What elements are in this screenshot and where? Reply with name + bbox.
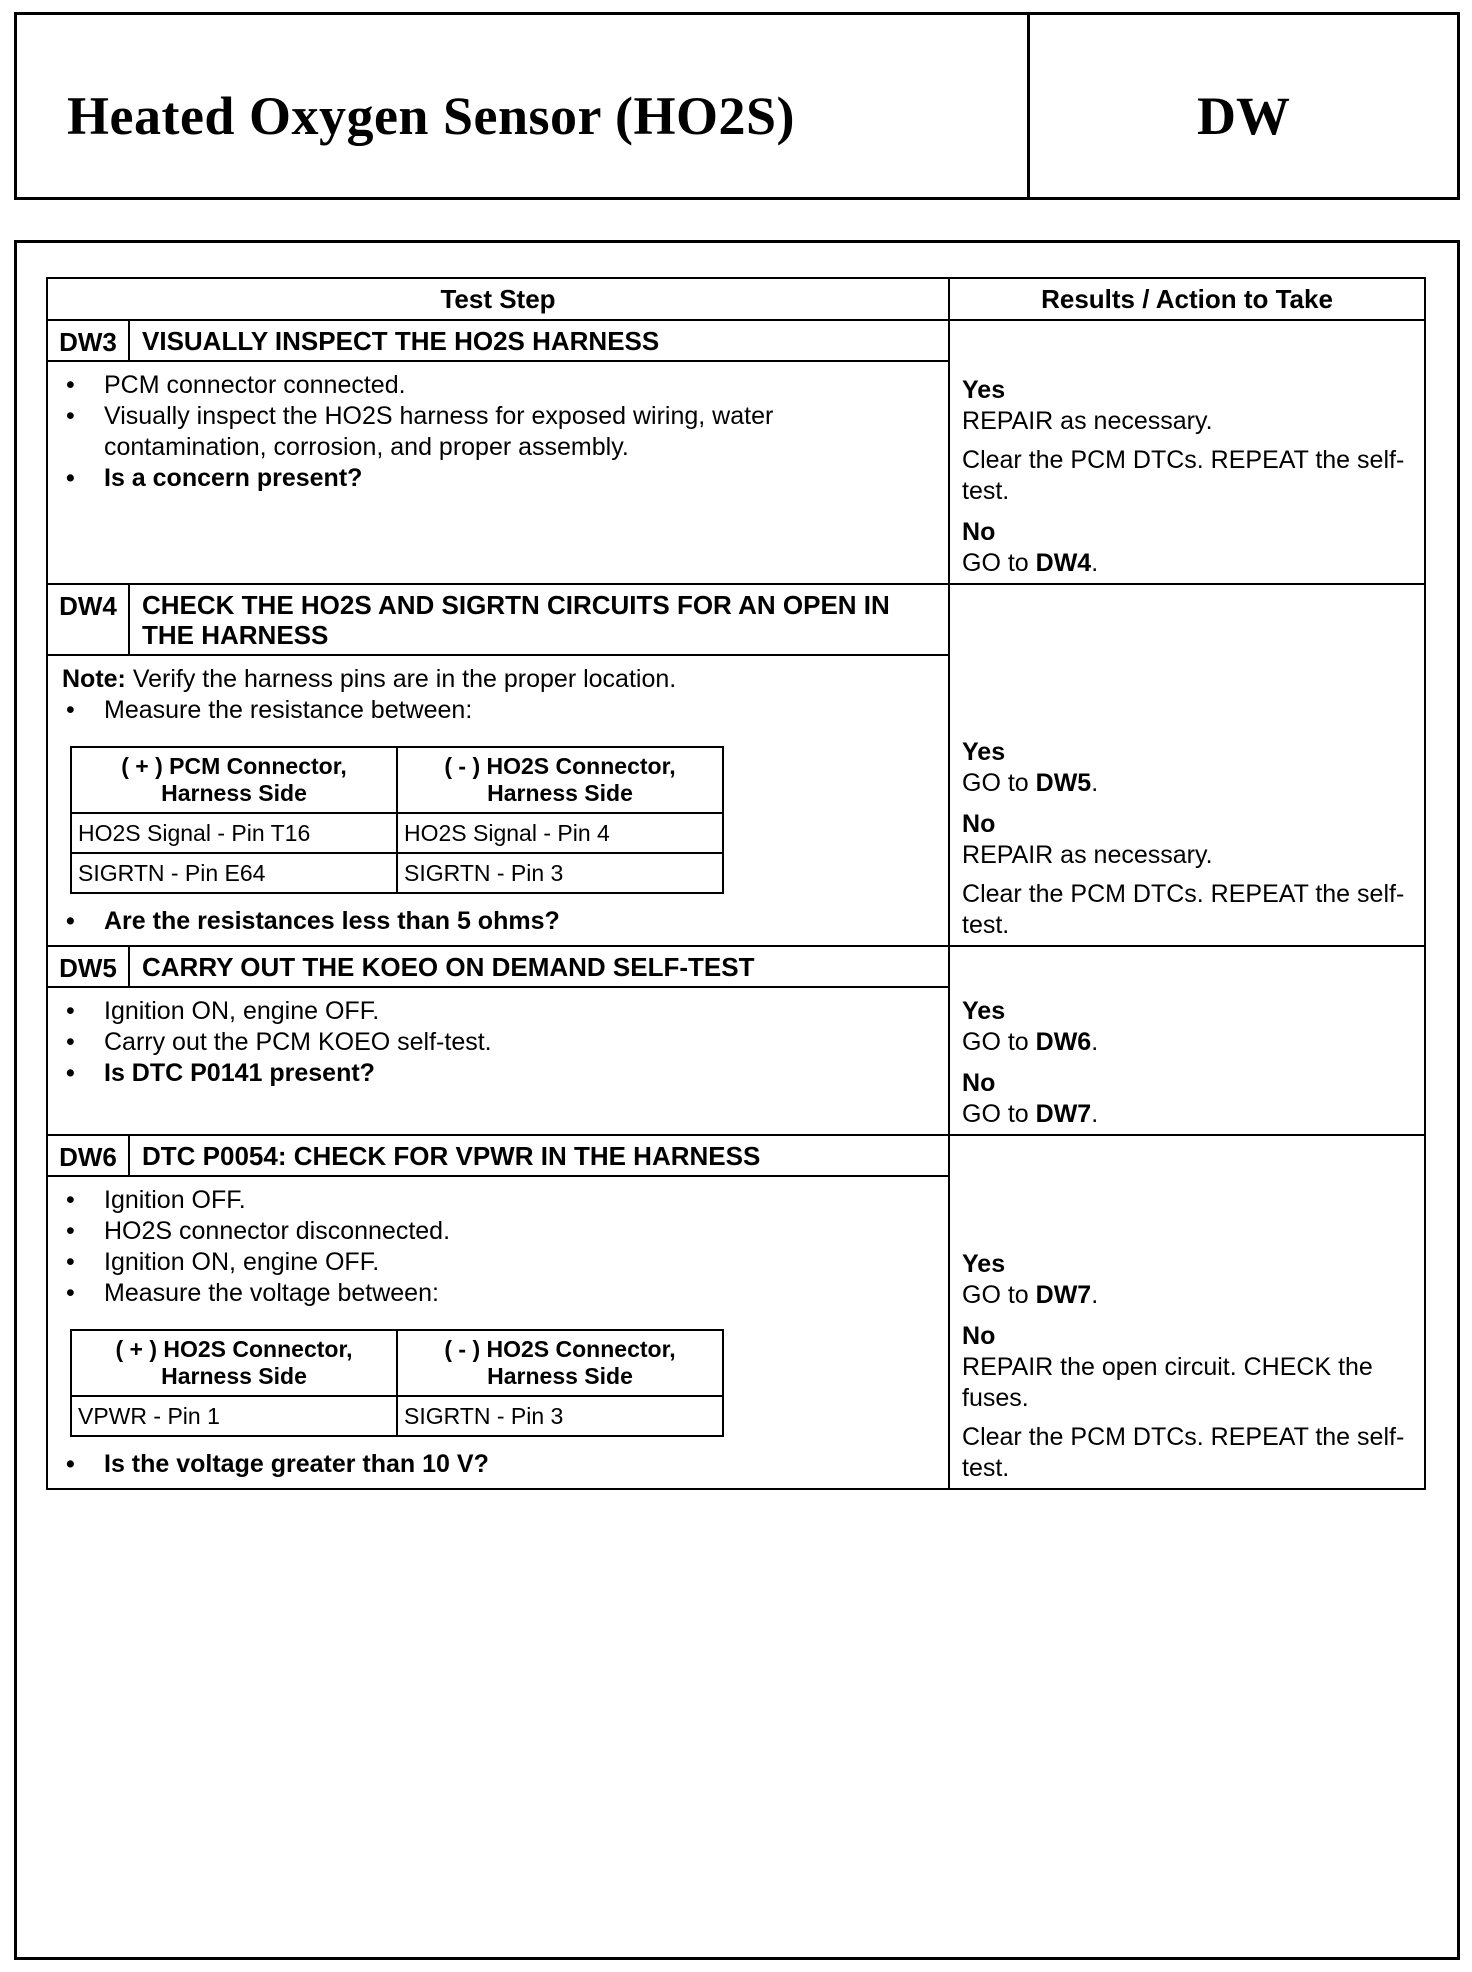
test-step-table — [46, 277, 1426, 1490]
measurement-header-positive: ( + ) HO2S Connector, Harness Side — [71, 1330, 397, 1396]
measurement-header-negative: ( - ) HO2S Connector, Harness Side — [397, 747, 723, 813]
step-row-dw3 — [47, 320, 1425, 361]
instruction-item: • Measure the resistance between: — [62, 695, 934, 726]
instruction-item: • Measure the voltage between: — [62, 1278, 934, 1309]
measurement-table — [70, 1329, 724, 1437]
table-cell: SIGRTN - Pin 3 — [397, 1396, 723, 1436]
note-text: Verify the harness pins are in the proper location. — [125, 665, 677, 693]
step-title: VISUALLY INSPECT THE HO2S HARNESS — [129, 320, 949, 361]
step-body-dw5 — [47, 987, 949, 1135]
instruction-item: • Visually inspect the HO2S harness for exposed wiring, water contamination, corrosion, and proper assembly. — [62, 401, 934, 463]
step-result-dw3 — [949, 320, 1425, 584]
page-header — [14, 12, 1460, 200]
instruction-item: • Carry out the PCM KOEO self-test. — [62, 1027, 934, 1058]
goto-target-dw7[interactable]: DW7 — [1035, 1100, 1092, 1128]
step-body-dw6 — [47, 1176, 949, 1489]
goto-target-dw4[interactable]: DW4 — [1035, 549, 1092, 577]
no-action-repeat: Clear the PCM DTCs. REPEAT the self-test. — [962, 1423, 1405, 1482]
test-step-header: Test Step — [47, 278, 949, 320]
step-title: DTC P0054: CHECK FOR VPWR IN THE HARNESS — [129, 1135, 949, 1176]
yes-label: Yes — [962, 1250, 1006, 1278]
punctuation: . — [1091, 1281, 1099, 1309]
step-question: • Is a concern present? — [62, 463, 934, 494]
table-cell: SIGRTN - Pin 3 — [397, 853, 723, 893]
step-result-dw6 — [949, 1135, 1425, 1489]
measurement-header-positive: ( + ) PCM Connector, Harness Side — [71, 747, 397, 813]
no-label: No — [962, 1069, 996, 1097]
no-action — [962, 1099, 1416, 1130]
goto-text: GO to — [962, 1100, 1036, 1128]
goto-target-dw6[interactable]: DW6 — [1035, 1028, 1092, 1056]
step-result-dw5 — [949, 946, 1425, 1135]
no-action: REPAIR as necessary. — [962, 841, 1213, 869]
step-row-dw5 — [47, 946, 1425, 987]
step-id: DW5 — [47, 946, 129, 987]
step-body-dw4 — [47, 655, 949, 946]
table-row — [71, 813, 723, 853]
yes-label: Yes — [962, 738, 1006, 766]
table-cell: SIGRTN - Pin E64 — [71, 853, 397, 893]
step-instructions — [62, 1185, 934, 1309]
table-row — [71, 853, 723, 893]
no-label: No — [962, 810, 996, 838]
note-label: Note: — [62, 665, 126, 693]
instruction-item: • HO2S connector disconnected. — [62, 1216, 934, 1247]
step-title: CARRY OUT THE KOEO ON DEMAND SELF-TEST — [129, 946, 949, 987]
punctuation: . — [1091, 549, 1099, 577]
step-result-dw4 — [949, 584, 1425, 946]
step-note — [62, 664, 934, 695]
yes-label: Yes — [962, 376, 1006, 404]
step-question: • Is DTC P0141 present? — [62, 1058, 934, 1089]
no-action — [962, 548, 1416, 579]
yes-action-repeat: Clear the PCM DTCs. REPEAT the self-test. — [962, 446, 1405, 505]
goto-text: GO to — [962, 1281, 1036, 1309]
table-cell: HO2S Signal - Pin T16 — [71, 813, 397, 853]
no-label: No — [962, 1322, 996, 1350]
step-id: DW3 — [47, 320, 129, 361]
step-body-dw3 — [47, 361, 949, 584]
yes-action: REPAIR as necessary. — [962, 407, 1213, 435]
step-instructions — [62, 370, 934, 494]
yes-action — [962, 1280, 1416, 1311]
goto-text: GO to — [962, 1028, 1036, 1056]
step-instructions — [62, 695, 934, 726]
section-code: DW — [1197, 86, 1290, 146]
step-title: CHECK THE HO2S AND SIGRTN CIRCUITS FOR AN OPEN IN THE HARNESS — [129, 584, 949, 655]
table-cell: VPWR - Pin 1 — [71, 1396, 397, 1436]
goto-text: GO to — [962, 549, 1036, 577]
step-question: • Is the voltage greater than 10 V? — [62, 1449, 934, 1480]
no-label: No — [962, 518, 996, 546]
step-row-dw6 — [47, 1135, 1425, 1176]
punctuation: . — [1091, 769, 1099, 797]
yes-action — [962, 768, 1416, 799]
yes-label: Yes — [962, 997, 1006, 1025]
goto-target-dw5[interactable]: DW5 — [1035, 769, 1092, 797]
goto-target-dw7[interactable]: DW7 — [1035, 1281, 1092, 1309]
yes-action — [962, 1027, 1416, 1058]
step-instructions — [62, 996, 934, 1089]
table-cell: HO2S Signal - Pin 4 — [397, 813, 723, 853]
instruction-item: • Ignition ON, engine OFF. — [62, 1247, 934, 1278]
instruction-item: • Ignition OFF. — [62, 1185, 934, 1216]
goto-text: GO to — [962, 769, 1036, 797]
step-row-dw4 — [47, 584, 1425, 655]
measurement-table — [70, 746, 724, 894]
step-question: • Are the resistances less than 5 ohms? — [62, 906, 934, 937]
step-id: DW6 — [47, 1135, 129, 1176]
no-action: REPAIR the open circuit. CHECK the fuses. — [962, 1353, 1373, 1412]
instruction-item: • PCM connector connected. — [62, 370, 934, 401]
step-id: DW4 — [47, 584, 129, 655]
step-question-list — [62, 1449, 934, 1480]
table-row — [71, 1396, 723, 1436]
results-header: Results / Action to Take — [949, 278, 1425, 320]
page-title: Heated Oxygen Sensor (HO2S) — [67, 86, 795, 146]
no-action-repeat: Clear the PCM DTCs. REPEAT the self-test. — [962, 880, 1405, 939]
step-question-list — [62, 906, 934, 937]
instruction-item: • Ignition ON, engine OFF. — [62, 996, 934, 1027]
punctuation: . — [1091, 1100, 1099, 1128]
punctuation: . — [1091, 1028, 1099, 1056]
measurement-header-negative: ( - ) HO2S Connector, Harness Side — [397, 1330, 723, 1396]
